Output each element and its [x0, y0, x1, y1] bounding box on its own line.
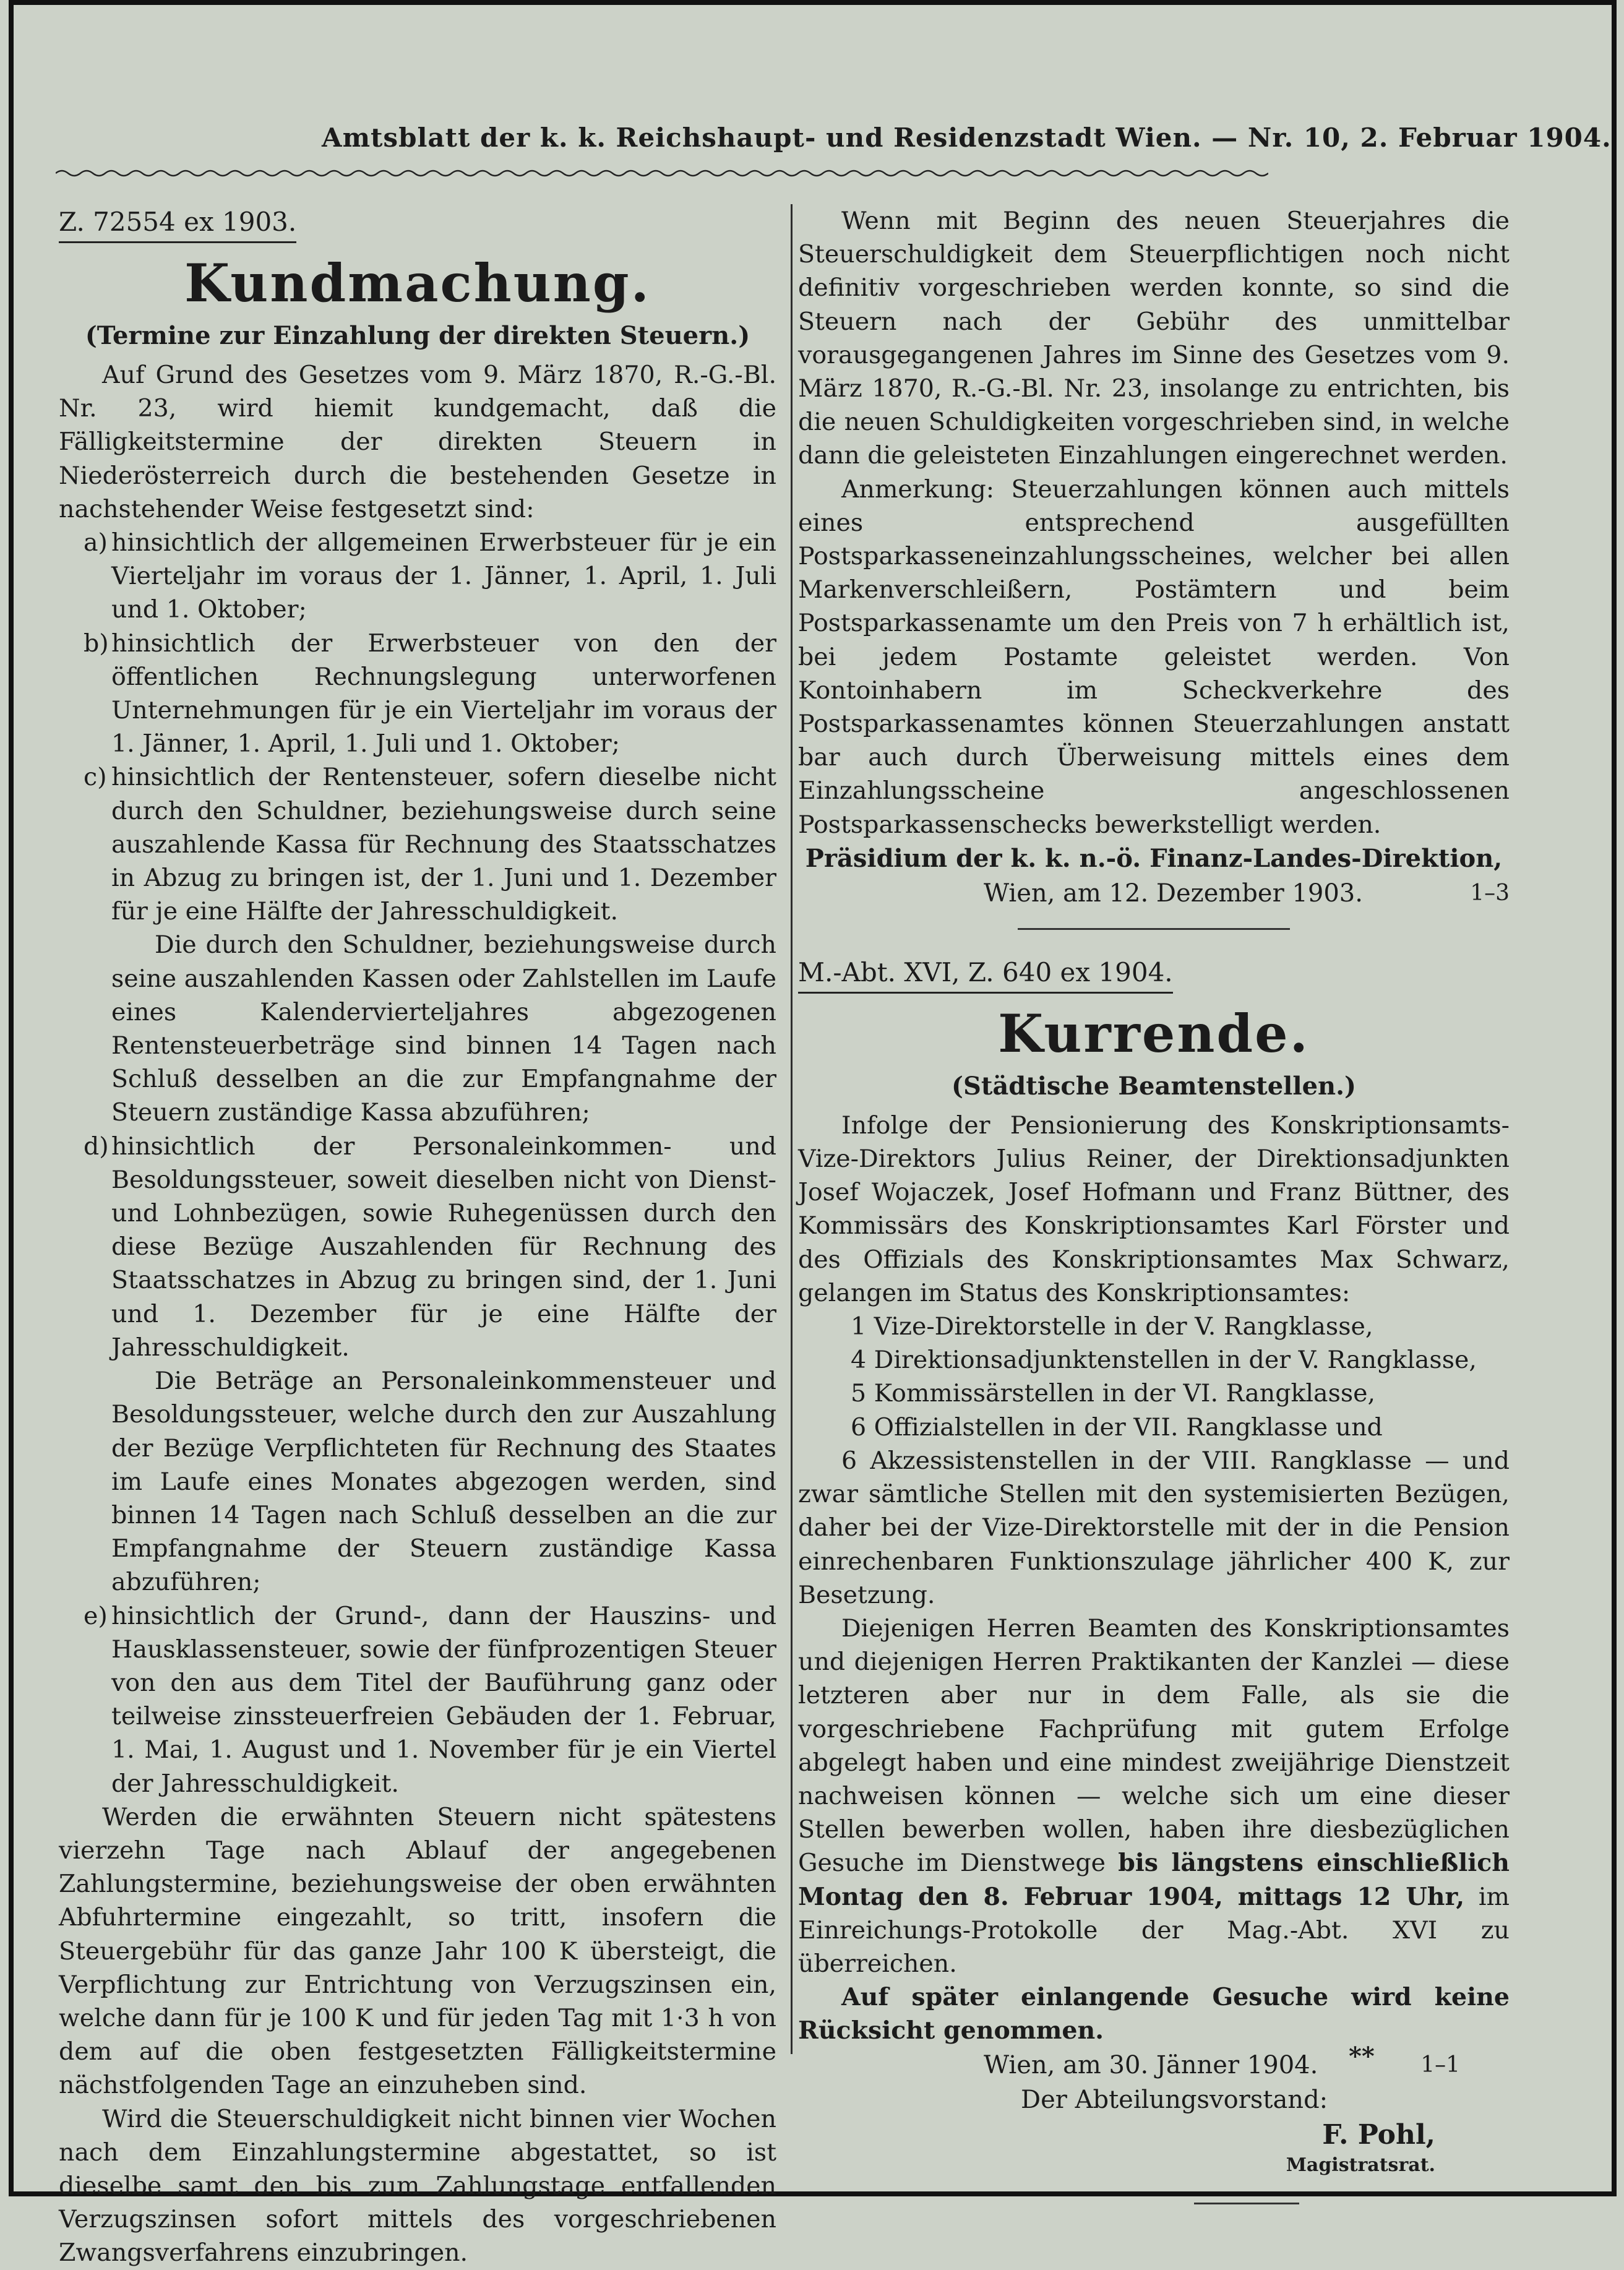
vacancy-last-line: 6 Akzessistenstellen in der VIII. Rangklasse — und zwar sämtliche Stellen mit den systemisierten Bezügen, daher bei der Vize-Direktorstelle mit der in die Pension einrechenbaren Funktionszulage jährlicher 400 K, zur Besetzung.	[798, 1446, 1510, 1609]
list-item-b	[59, 627, 776, 761]
item-text: hinsichtlich der Erwerbsteuer von den der öffentlichen Rechnungslegung unterworfenen Unternehmungen für je ein Vierteljahr im voraus der 1. Jänner, 1. April, 1. Juli und 1. Oktober;	[111, 629, 776, 759]
header-wavy-rule	[56, 168, 1268, 178]
list-item-a	[59, 526, 776, 627]
enforcement-paragraph: Wird die Steuerschuldigkeit nicht binnen vier Wochen nach dem Einzahlungstermine abgestattet, so ist dieselbe samt den bis zum Zahlungstage entfallenden Verzugszinsen sofort mittels des vorgeschriebenen Zwangsverfahrens einzubringen.	[59, 2104, 776, 2268]
item-marker: b)	[84, 629, 109, 658]
vacancy-line: 6 Offizialstellen in der VII. Rangklasse und	[851, 1412, 1383, 1442]
insertion-count: 1–3	[1470, 880, 1510, 906]
list-item-e	[59, 1599, 776, 1800]
dateline-2	[798, 2048, 1510, 2083]
department-head-label: Der Abteilungsvorstand:	[1021, 2085, 1328, 2114]
item-marker: a)	[84, 528, 108, 557]
vacancy-line: 5 Kommissärstellen in der VI. Rangklasse,	[851, 1379, 1376, 1408]
provisional-tax-paragraph: Wenn mit Beginn des neuen Steuerjahres die Steuerschuldigkeit dem Steuerpflichtigen noch nicht definitiv vorgeschrieben werden konnte, so sind die Steuern nach der Gebühr des unmittelbar vorausgegangenen Jahres im Sinne des Gesetzes vom 9. März 1870, R.-G.-Bl. Nr. 23, insolange zu entrichten, bis die neuen Schuldigkeiten vorgeschrieben sind, in welche dann die geleisteten Einzahlungen eingerechnet werden.	[798, 207, 1510, 470]
column-divider	[791, 204, 793, 2054]
item-marker: c)	[84, 763, 107, 792]
running-header: Amtsblatt der k. k. Reichshaupt- und Residenzstadt Wien. — Nr. 10, 2. Februar 1904.	[322, 123, 1612, 153]
scan-border-left	[9, 0, 14, 2196]
deadline-text: bis längstens einschließlich Montag den 8. Februar 1904, mittags 12 Uhr,	[798, 1849, 1510, 1911]
kurrende-subtitle: (Städtische Beamtenstellen.)	[952, 1071, 1356, 1101]
scan-border-right	[1612, 0, 1617, 2196]
application-paragraph	[798, 1612, 1510, 1980]
dateline	[798, 876, 1510, 911]
issuing-authority: Präsidium der k. k. n.-ö. Finanz-Landes-Direktion,	[805, 843, 1503, 873]
application-text: Diejenigen Herren Beamten des Konskriptionsamtes und diejenigen Herren Praktikanten der Kanzlei — diese letzteren aber nur in dem Falle, als sie die vorgeschriebene Fachprüfung mit gutem Erfolge abgelegt haben und eine mindest zweijährige Dienstzeit nachweisen können — welche sich um eine dieser Stellen bewerben wollen, haben ihre diesbezüglichen Gesuche im Dienstwege	[798, 1614, 1510, 1878]
notice-title: Kundmachung.	[184, 252, 651, 314]
item-text: hinsichtlich der Personaleinkommen- und Besoldungssteuer, soweit dieselben nicht von Dienst- und Lohnbezügen, sowie Ruhegenüssen durch den diese Bezüge Auszahlenden für Rechnung des Staatsschatzes in Abzug zu bringen sind, der 1. Juni und 1. Dezember für je eine Hälfte der Jahresschuldigkeit.	[111, 1132, 776, 1362]
item-marker: d)	[84, 1132, 109, 1161]
signatory-name: F. Pohl,	[1322, 2118, 1435, 2151]
closing-asterisks: **	[1349, 2042, 1375, 2071]
reference-number-2: M.-Abt. XVI, Z. 640 ex 1904.	[798, 955, 1173, 994]
kurrende-title: Kurrende.	[998, 1002, 1310, 1064]
date-text-2: Wien, am 30. Jänner 1904.	[984, 2050, 1318, 2079]
date-text: Wien, am 12. Dezember 1903.	[984, 879, 1363, 908]
intro-paragraph: Auf Grund des Gesetzes vom 9. März 1870, R.-G.-Bl. Nr. 23, wird hiemit kundgemacht, daß die Fälligkeitstermine der direkten Steuern in Niederösterreich durch die bestehenden Gesetze in nachstehender Weise festgesetzt sind:	[59, 361, 776, 523]
signatory-title: Magistratsrat.	[1286, 2154, 1435, 2176]
item-d-continuation: Die Beträge an Personaleinkommensteuer und Besoldungssteuer, welche durch den zur Auszahlung der Bezüge Verpflichteten für Rechnung des Staates im Laufe eines Monates abgezogen werden, sind binnen 14 Tagen nach Schluß desselben an die zur Empfangnahme der Steuern zuständige Kassa abzuführen;	[111, 1367, 776, 1597]
item-c-continuation: Die durch den Schuldner, beziehungsweise durch seine auszahlenden Kassen oder Zahlstellen im Laufe eines Kalendervierteljahres abgezogenen Rentensteuerbeträge sind binnen 14 Tagen nach Schluß desselben an die zur Empfangnahme der Steuern zuständige Kassa abzuführen;	[111, 931, 776, 1127]
interest-paragraph: Werden die erwähnten Steuern nicht spätestens vierzehn Tage nach Ablauf der angegebenen Zahlungstermine, beziehungsweise der oben erwähnten Abfuhrtermine eingezahlt, so tritt, insofern die Steuergebühr für das ganze Jahr 100 K übersteigt, die Verpflichtung zur Entrichtung von Verzugszinsen ein, welche dann für je 100 K und für jeden Tag mit 1·3 h von dem auf die oben festgesetzten Fälligkeitstermine nächstfolgenden Tage an einzuheben sind.	[59, 1802, 776, 2100]
left-column	[59, 204, 776, 2270]
vacancy-line: 4 Direktionsadjunktenstellen in der V. Rangklasse,	[851, 1346, 1477, 1375]
notice-subtitle: (Termine zur Einzahlung der direkten Steuern.)	[85, 321, 750, 350]
signature-rule	[1194, 2203, 1299, 2204]
item-marker: e)	[84, 1601, 108, 1630]
item-text: hinsichtlich der Rentensteuer, sofern dieselbe nicht durch den Schuldner, beziehungsweise durch seine auszahlende Kassa für Rechnung des Staatsschatzes in Abzug zu bringen ist, der 1. Juni und 1. Dezember für je eine Hälfte der Jahresschuldigkeit.	[111, 763, 776, 926]
item-text: hinsichtlich der allgemeinen Erwerbsteuer für je ein Vierteljahr im voraus der 1. Jänner, 1. April, 1. Juli und 1. Oktober;	[111, 528, 776, 624]
application-text-end: im Einreichungs-Protokolle der Mag.-Abt. XVI zu überreichen.	[798, 1882, 1510, 1978]
late-applications-note: Auf später einlangende Gesuche wird keine Rücksicht genommen.	[798, 1983, 1510, 2045]
scan-border-top	[9, 0, 1617, 5]
insertion-count-2: 1–1	[1420, 2052, 1460, 2078]
vacancy-line: 1 Vize-Direktorstelle in der V. Rangklasse,	[851, 1312, 1373, 1341]
right-column	[798, 204, 1510, 2204]
reference-number: Z. 72554 ex 1903.	[59, 204, 296, 243]
remark-paragraph: Anmerkung: Steuerzahlungen können auch mittels eines entsprechend ausgefüllten Postsparkasseneinzahlungsscheines, welcher bei allen Markenverschleißern, Postämtern und beim Postsparkassenamte um den Preis von 7 h erhältlich ist, bei jedem Postamte geleistet werden. Von Kontoinhabern im Scheckverkehre des Postsparkassenamtes können Steuerzahlungen anstatt bar auch durch Überweisung mittels eines dem Einzahlungsscheine angeschlossenen Postsparkassenschecks bewerkstelligt werden.	[798, 475, 1510, 839]
section-divider	[1018, 928, 1290, 930]
vacancy-paragraph: Infolge der Pensionierung des Konskriptionsamts-Vize-Direktors Julius Reiner, der Direktionsadjunkten Josef Wojaczek, Josef Hofmann und Franz Büttner, des Kommissärs des Konskriptionsamtes Karl Förster und des Offizials des Konskriptionsamtes Max Schwarz, gelangen im Status des Konskriptionsamtes:	[798, 1111, 1510, 1307]
list-item-c	[59, 760, 776, 928]
item-text: hinsichtlich der Grund-, dann der Hauszins- und Hausklassensteuer, sowie der fünfprozentigen Steuer von den aus dem Titel der Bauführung ganz oder teilweise zinssteuerfreien Gebäuden der 1. Februar, 1. Mai, 1. August und 1. November für je ein Viertel der Jahresschuldigkeit.	[111, 1601, 776, 1798]
list-item-d	[59, 1130, 776, 1364]
